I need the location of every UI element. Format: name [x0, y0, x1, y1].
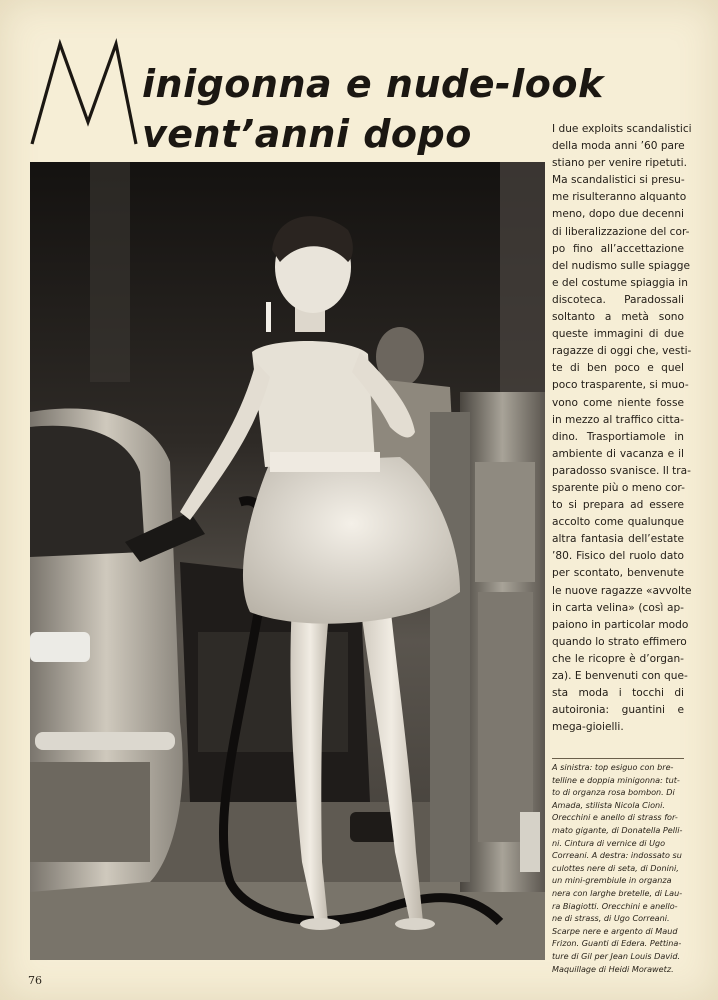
caption-line: mato gigante, di Donatella Pelli- [552, 824, 683, 835]
body-line: ragazze di oggi che, vesti- [552, 345, 692, 358]
caption-line: ra Biagiotti. Orecchini e anello- [552, 900, 678, 911]
caption-line: Frizon. Guanti di Edera. Pettina- [552, 938, 682, 949]
caption-line: A sinistra: top esiguo con bre- [552, 762, 674, 772]
body-line: e del costume spiaggia in [552, 276, 688, 289]
caption-line: Orecchini e anello di strass for- [552, 812, 678, 823]
caption-line: un mini-grembiule in organza [552, 875, 672, 886]
body-line: ambiente di vacanza e il [552, 447, 684, 460]
article-body [552, 121, 692, 736]
body-line: dino. Trasportiamole in [552, 430, 684, 443]
photo-caption [552, 761, 685, 975]
body-line: meno, dopo due decenni [552, 208, 684, 221]
body-line: Ma scandalistici si presu- [552, 174, 685, 187]
body-line: di liberalizzazione del cor- [552, 225, 690, 238]
body-line: mega-gioielli. [552, 721, 624, 734]
headline-line-2: vent’anni dopo [142, 112, 472, 156]
caption-line: ni. Cintura di vernice di Ugo [552, 837, 666, 848]
caption-line: to di organza rosa bombon. Di [552, 787, 675, 798]
caption-divider [552, 758, 684, 759]
body-line: soltanto a metà sono [552, 311, 684, 324]
body-line: della moda anni ’60 pare [552, 140, 685, 153]
body-line: per scontato, benvenute [552, 567, 684, 580]
body-line: paiono in particolar modo [552, 618, 689, 631]
body-line: autoironia: guantini e [552, 704, 684, 717]
caption-line: ne di strass, di Ugo Correani. [552, 913, 670, 924]
body-line: vono come niente fosse [552, 396, 684, 409]
body-line: te di ben poco e quel [552, 362, 684, 375]
caption-line: Amada, stilista Nicola Cioni. [552, 799, 665, 810]
caption-line: culottes nere di seta, di Donini, [552, 862, 679, 873]
body-line: sparente più o meno cor- [552, 481, 685, 494]
caption-line: Correani. A destra: indossato su [552, 850, 682, 861]
caption-line: nera con larghe bretelle, di Lau- [552, 887, 683, 898]
body-line: stiano per venire ripetuti. [552, 157, 687, 170]
body-line: in carta velina» (così ap- [552, 601, 684, 614]
headline-initial-m [28, 38, 146, 148]
body-line: za). E benvenuti con que- [552, 670, 688, 682]
body-line: me risulteranno alquanto [552, 191, 687, 204]
body-line: accolto come qualunque [552, 516, 684, 529]
caption-line: ture di Gil per Jean Louis David. [552, 950, 681, 961]
fashion-photo [30, 162, 545, 960]
photo-illustration [30, 162, 545, 960]
headline-line-1: inigonna e nude-look [142, 62, 604, 106]
body-line: poco trasparente, si muo- [552, 379, 689, 392]
body-line: discoteca. Paradossali [552, 293, 684, 306]
body-line: paradosso svanisce. Il tra- [552, 464, 691, 477]
body-line: in mezzo al traffico citta- [552, 413, 684, 426]
body-line: altra fantasia dell’estate [552, 533, 684, 546]
body-line: che le ricopre è d’organ- [552, 652, 684, 665]
page-number: 76 [28, 974, 42, 987]
body-line: ’80. Fisico del ruolo dato [552, 550, 684, 563]
caption-line: telline e doppia minigonna: tut- [552, 774, 680, 785]
body-line: queste immagini di due [552, 328, 684, 341]
body-line: del nudismo sulle spiagge [552, 259, 690, 272]
body-line: po fino all’accettazione [552, 242, 684, 255]
body-line: to si prepara ad essere [552, 499, 684, 512]
body-line: sta moda i tocchi di [552, 687, 684, 700]
body-line: le nuove ragazze «avvolte [552, 584, 692, 597]
caption-line: Maquillage di Heidi Morawetz. [552, 963, 674, 974]
body-line: I due exploits scandalistici [552, 123, 692, 135]
body-line: quando lo strato effimero [552, 635, 687, 648]
caption-line: Scarpe nere e argento di Maud [552, 925, 678, 936]
